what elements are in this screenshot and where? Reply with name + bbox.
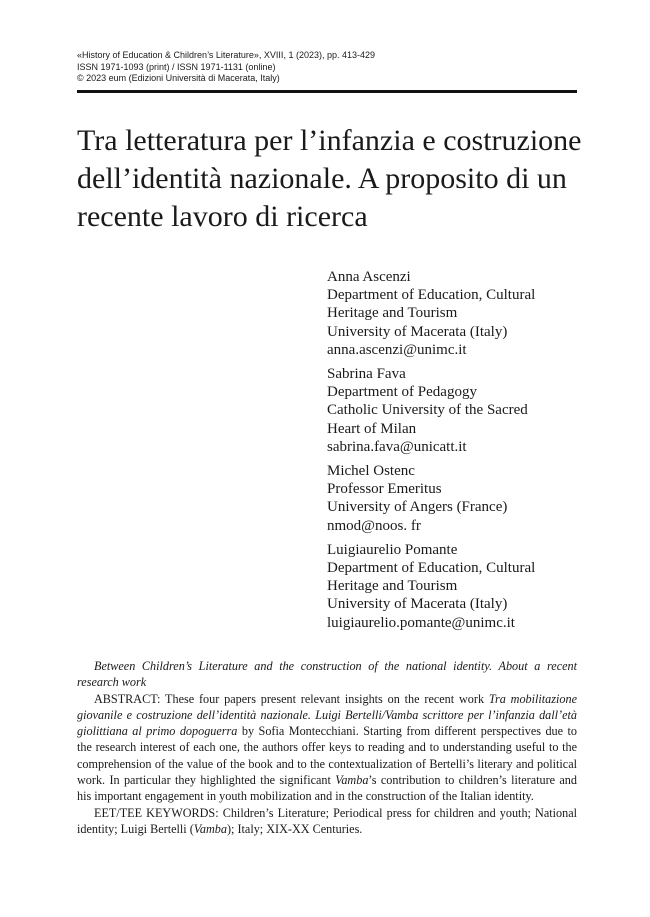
journal-issn: ISSN 1971-1093 (print) / ISSN 1971-1131 (online) <box>77 61 276 72</box>
abstract-label: ABSTRACT: <box>94 691 161 706</box>
author-name: Sabrina Fava <box>327 366 406 383</box>
article-title-line: Tra letteratura per l’infanzia e costruzione <box>77 124 582 157</box>
abstract-text: by Sofia Montecchiani. Starting from different perspectives due to the research interest of each one, the authors offer keys to reading and to understanding useful to the comprehension of the value of the book and to the contextualization of Bertelli’s literary and political work. In particular they highlighted the significant <box>77 724 578 788</box>
author-affiliation: Heritage and Tourism <box>327 305 458 322</box>
author-list <box>327 268 577 638</box>
keywords-paragraph <box>77 805 577 838</box>
article-title-line: recente lavoro di ricerca <box>77 200 368 233</box>
abstract-paragraph <box>77 691 577 805</box>
author-affiliation: Heart of Milan <box>327 420 417 437</box>
author-name: Luigiaurelio Pomante <box>327 541 458 558</box>
keywords-text: ); Italy; XIX-XX Centuries. <box>226 821 363 836</box>
article-title-line: dell’identità nazionale. A proposito di un <box>77 162 567 195</box>
author-affiliation: University of Angers (France) <box>327 499 508 516</box>
vamba-name: Vamba <box>335 773 369 788</box>
keywords-text: Children’s Literature; Periodical press for children and youth; National identity; Luigi Bertelli ( <box>77 805 577 836</box>
author-affiliation: Professor Emeritus <box>327 481 442 498</box>
author-affiliation: University of Macerata (Italy) <box>327 596 508 613</box>
author-name: Anna Ascenzi <box>327 269 411 285</box>
author-name: Michel Ostenc <box>327 463 415 480</box>
english-title: Between Children’s Literature and the construction of the national identity. About a recent research work <box>77 659 577 690</box>
author-email[interactable]: nmod@noos. fr <box>327 517 421 534</box>
author-email[interactable]: anna.ascenzi@unimc.it <box>327 341 467 358</box>
author-affiliation: Department of Pedagogy <box>327 384 477 401</box>
author-block <box>327 462 577 535</box>
author-affiliation: Catholic University of the Sacred <box>327 402 528 419</box>
journal-header <box>77 50 577 85</box>
abstract-section <box>77 658 577 837</box>
author-block <box>327 541 577 632</box>
author-email[interactable]: luigiaurelio.pomante@unimc.it <box>327 614 515 631</box>
author-block <box>327 365 577 456</box>
journal-citation: «History of Education & Children’s Literature», XVIII, 1 (2023), pp. 413-429 <box>77 50 376 60</box>
author-affiliation: Heritage and Tourism <box>327 578 458 595</box>
keywords-label: EET/TEE KEYWORDS: <box>94 805 219 820</box>
author-affiliation: Department of Education, Cultural <box>327 287 536 304</box>
abstract-text: ’s contribution to children’s literature and his important engagement in youth mobilization and in the construction of the Italian identity. <box>77 773 577 804</box>
keywords-vamba: Vamba <box>193 821 227 836</box>
author-affiliation: Department of Education, Cultural <box>327 560 536 577</box>
author-email[interactable]: sabrina.fava@unicatt.it <box>327 438 467 455</box>
journal-copyright: © 2023 eum (Edizioni Università di Macerata, Italy) <box>77 73 280 83</box>
article-title <box>77 122 582 236</box>
book-title: Tra mobilitazione giovanile e costruzione dell’identità nazionale. Luigi Bertelli/Vamba scrittore per l’infanzia dall’età giolittiana al primo dopoguerra <box>77 691 578 739</box>
author-block <box>327 268 577 359</box>
header-rule <box>77 90 577 93</box>
abstract-text: These four papers present relevant insights on the recent work <box>160 691 489 706</box>
author-affiliation: University of Macerata (Italy) <box>327 323 508 340</box>
